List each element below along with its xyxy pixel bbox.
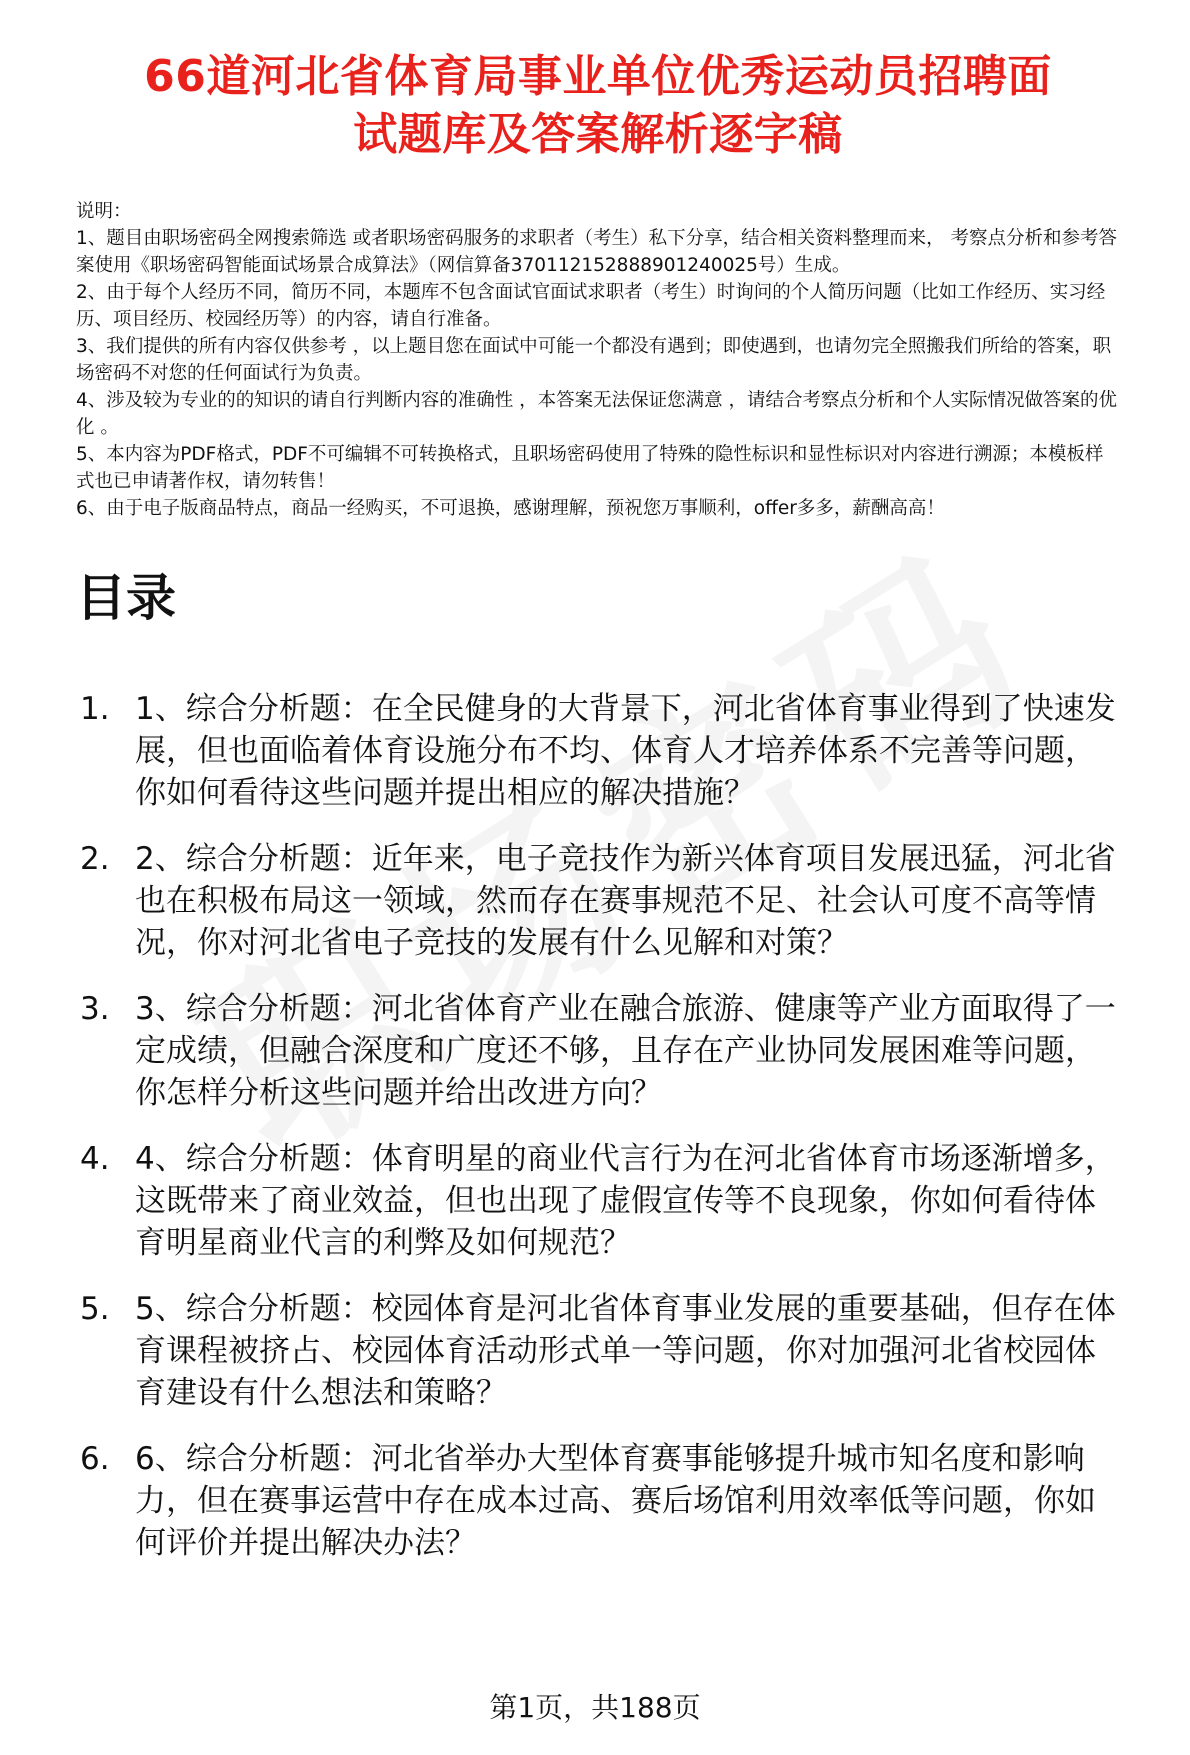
toc-item-2[interactable] [76, 838, 1120, 964]
notes-item-3: 3、我们提供的所有内容仅供参考 ，以上题目您在面试中可能一个都没有遇到；即使遇到，也请勿完全照搬我们所给的答案，职场密码不对您的任何面试行为负责。 [76, 336, 1112, 384]
toc-heading: 目录 [76, 569, 176, 627]
toc-item-number: 1. [80, 691, 110, 727]
document-title-line-2: 试题库及答案解析逐字稿 [353, 109, 843, 160]
toc-item-number: 4. [80, 1141, 110, 1177]
toc-item-text: 5、综合分析题：校园体育是河北省体育事业发展的重要基础，但存在体育课程被挤占、校园体育活动形式单一等问题，你对加强河北省校园体育建设有什么想法和策略？ [135, 1291, 1116, 1411]
toc-item-text: 3、综合分析题：河北省体育产业在融合旅游、健康等产业方面取得了一定成绩，但融合深度和广度还不够，且存在产业协同发展困难等问题，你怎样分析这些问题并给出改进方向？ [135, 991, 1116, 1111]
toc-item-number: 2. [80, 841, 110, 877]
notes-item-2: 2、由于每个人经历不同，简历不同，本题库不包含面试官面试求职者（考生）时询问的个人简历问题（比如工作经历、实习经历、项目经历、校园经历等）的内容，请自行准备。 [76, 282, 1106, 330]
toc-item-number: 5. [80, 1291, 110, 1327]
document-title [76, 48, 1120, 164]
notes-item-5: 5、本内容为PDF格式，PDF不可编辑不可转换格式，且职场密码使用了特殊的隐性标识和显性标识对内容进行溯源；本模板样式也已申请著作权，请勿转售！ [76, 444, 1104, 492]
toc-item-text: 1、综合分析题：在全民健身的大背景下，河北省体育事业得到了快速发展，但也面临着体育设施分布不均、体育人才培养体系不完善等问题，你如何看待这些问题并提出相应的解决措施？ [135, 691, 1116, 811]
toc-item-3[interactable] [76, 988, 1120, 1114]
notes-section [76, 198, 1120, 522]
toc-item-text: 4、综合分析题：体育明星的商业代言行为在河北省体育市场逐渐增多，这既带来了商业效益，但也出现了虚假宣传等不良现象，你如何看待体育明星商业代言的利弊及如何规范？ [135, 1141, 1116, 1261]
notes-item-1: 1、题目由职场密码全网搜索筛选 或者职场密码服务的求职者（考生）私下分享，结合相关资料整理而来， 考察点分析和参考答案使用《职场密码智能面试场景合成算法》（网信算备370112152888901240025号）生成。 [76, 228, 1118, 276]
notes-item-6: 6、由于电子版商品特点，商品一经购买，不可退换，感谢理解，预祝您万事顺利，offer多多，薪酬高高！ [76, 498, 945, 519]
notes-heading: 说明： [76, 201, 132, 222]
toc-item-text: 2、综合分析题：近年来，电子竞技作为新兴体育项目发展迅猛，河北省也在积极布局这一领域，然而存在赛事规范不足、社会认可度不高等情况，你对河北省电子竞技的发展有什么见解和对策？ [135, 841, 1116, 961]
toc-item-number: 6. [80, 1441, 110, 1477]
page-footer: 第1页，共188页 [489, 1691, 701, 1724]
document-title-line-1: 66道河北省体育局事业单位优秀运动员招聘面 [144, 51, 1052, 102]
toc-item-1[interactable] [76, 688, 1120, 814]
toc-item-text: 6、综合分析题：河北省举办大型体育赛事能够提升城市知名度和影响力，但在赛事运营中存在成本过高、赛后场馆利用效率低等问题，你如何评价并提出解决办法？ [135, 1441, 1096, 1561]
toc-item-number: 3. [80, 991, 110, 1027]
notes-item-4: 4、涉及较为专业的的知识的请自行判断内容的准确性 ，本答案无法保证您满意 ，请结合考察点分析和个人实际情况做答案的优化 。 [76, 390, 1118, 438]
toc-list [76, 688, 1120, 1564]
toc-item-5[interactable] [76, 1288, 1120, 1414]
toc-item-4[interactable] [76, 1138, 1120, 1264]
toc-item-6[interactable] [76, 1438, 1120, 1564]
